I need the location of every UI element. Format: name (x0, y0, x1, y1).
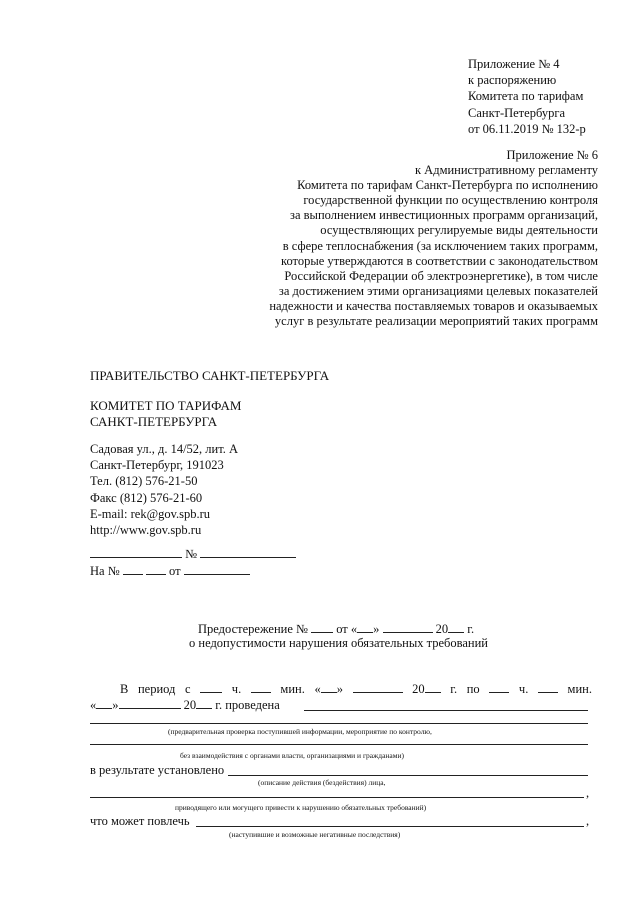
period-word: по (466, 682, 480, 696)
title-prefix: Предостережение № (198, 622, 308, 636)
appendix-4-line: Приложение № 4 (468, 57, 560, 71)
warning-title (198, 621, 474, 637)
appendix-6-line: Комитета по тарифам Санкт-Петербурга по исполнению (297, 178, 598, 193)
appendix-4-line: от 06.11.2019 № 132-р (468, 121, 586, 136)
start-minute-field[interactable] (251, 681, 271, 693)
period-word: В (120, 682, 129, 696)
note-consequences: (наступившие и возможные негативные последствия) (229, 830, 401, 839)
appendix-4-line: Санкт-Петербурга (468, 105, 566, 120)
quote-open: « (314, 682, 321, 696)
title-from: от « (336, 622, 358, 636)
conducted-row (90, 697, 280, 713)
title-day-field[interactable] (357, 621, 373, 633)
reg-number-row (90, 546, 296, 562)
year-prefix: 20 (412, 682, 425, 696)
end-hour-field[interactable] (489, 681, 509, 693)
appendix-6-line: Приложение № 6 (506, 148, 598, 162)
warning-number-field[interactable] (311, 621, 333, 633)
appendix-6-line: за выполнением инвестиционных программ организаций, (290, 208, 598, 223)
quote-close: » (336, 682, 343, 696)
comma: , (586, 814, 590, 828)
title-year-field[interactable] (448, 621, 464, 633)
appendix-6-line: осуществляющих регулируемые виды деятельности (320, 223, 598, 238)
appendix-6-line: Российской Федерации об электроэнергетике), в том числе (284, 268, 598, 283)
minute-label: мин. (280, 682, 305, 696)
appendix-6-line: к Административному регламенту (414, 163, 598, 178)
comma: , (586, 786, 590, 800)
note-without-interaction: без взаимодействия с органами власти, организациями и гражданами) (180, 751, 405, 760)
start-year-field[interactable] (425, 681, 441, 693)
hour-label: ч. (518, 682, 529, 696)
reg-number-sign: № (185, 547, 198, 561)
appendix-6-line: надежности и качества поставляемых товаров и оказываемых (269, 298, 598, 313)
appendix-6-line: государственной функции по осуществлению контроля (303, 193, 598, 208)
period-word: с (185, 682, 191, 696)
quote-open: « (90, 698, 97, 712)
start-month-field[interactable] (353, 681, 403, 693)
end-month-field[interactable] (119, 697, 181, 709)
period-word: период (137, 682, 176, 696)
title-year-suffix: г. (467, 622, 475, 636)
appendix-6-header (269, 148, 598, 329)
blank-line-3[interactable] (90, 797, 584, 798)
address: Садовая ул., д. 14/52, лит. А (90, 442, 239, 456)
city-postcode: Санкт-Петербург, 191023 (90, 458, 224, 473)
reply-to-field-b[interactable] (146, 563, 166, 575)
end-minute-field[interactable] (538, 681, 558, 693)
note-violation: приводящего или могущего привести к нарушению обязательных требований) (175, 803, 427, 812)
committee-name-line2: САНКТ-ПЕТЕРБУРГА (90, 414, 218, 429)
conducted-label: г. проведена (215, 698, 280, 712)
appendix-4-line: Комитета по тарифам (468, 89, 584, 104)
end-year-field[interactable] (196, 697, 212, 709)
website: http://www.gov.spb.ru (90, 523, 202, 538)
reply-from-field[interactable] (184, 563, 250, 575)
period-row (120, 681, 592, 697)
title-month-field[interactable] (383, 621, 433, 633)
consequence-field[interactable] (196, 826, 584, 827)
appendix-4-line: к распоряжению (468, 73, 557, 88)
note-action-description: (описание действия (бездействия) лица, (258, 778, 386, 787)
start-hour-field[interactable] (200, 681, 222, 693)
title-quote-close: » (373, 622, 380, 636)
contact-block (90, 441, 238, 538)
blank-line-1[interactable] (90, 723, 588, 724)
reg-number-field[interactable] (200, 546, 296, 558)
blank-line-2[interactable] (90, 744, 588, 745)
phone: Тел. (812) 576-21-50 (90, 474, 198, 489)
email: E-mail: rek@gov.spb.ru (90, 506, 211, 521)
conducted-field[interactable] (304, 710, 588, 711)
result-field[interactable] (228, 775, 588, 776)
appendix-4-header (468, 56, 586, 137)
appendix-6-line: в сфере теплоснабжения (за исключением таких программ, (282, 238, 598, 253)
year-label: г. (450, 682, 458, 696)
hour-label: ч. (231, 682, 242, 696)
minute-label: мин. (567, 682, 592, 696)
reply-to-row (90, 563, 250, 579)
quote-close: » (112, 698, 119, 712)
appendix-6-line: услуг в результате реализации мероприятий таких программ (274, 314, 598, 329)
consequence-label: что может повлечь (90, 814, 190, 828)
note-check-type: (предварительная проверка поступившей информации, мероприятие по контролю, (168, 727, 432, 736)
title-year: 20 (435, 622, 449, 636)
reply-to-label: На № (90, 564, 120, 578)
reg-date-field[interactable] (90, 546, 182, 558)
start-day-field[interactable] (321, 681, 337, 693)
committee-name-line1: КОМИТЕТ ПО ТАРИФАМ (90, 398, 242, 413)
appendix-6-line: которые утверждаются в соответствии с законодательством (281, 253, 598, 268)
fax: Факс (812) 576-21-60 (90, 490, 203, 505)
government-name: ПРАВИТЕЛЬСТВО САНКТ-ПЕТЕРБУРГА (90, 368, 330, 383)
result-label: в результате установлено (90, 763, 225, 777)
reply-from-label: от (169, 564, 181, 578)
year-prefix: 20 (183, 698, 197, 712)
appendix-6-line: за достижением этими организациями целевых показателей (278, 283, 598, 298)
warning-subtitle: о недопустимости нарушения обязательных требований (189, 636, 488, 650)
end-day-field[interactable] (96, 697, 112, 709)
reply-to-field-a[interactable] (123, 563, 143, 575)
